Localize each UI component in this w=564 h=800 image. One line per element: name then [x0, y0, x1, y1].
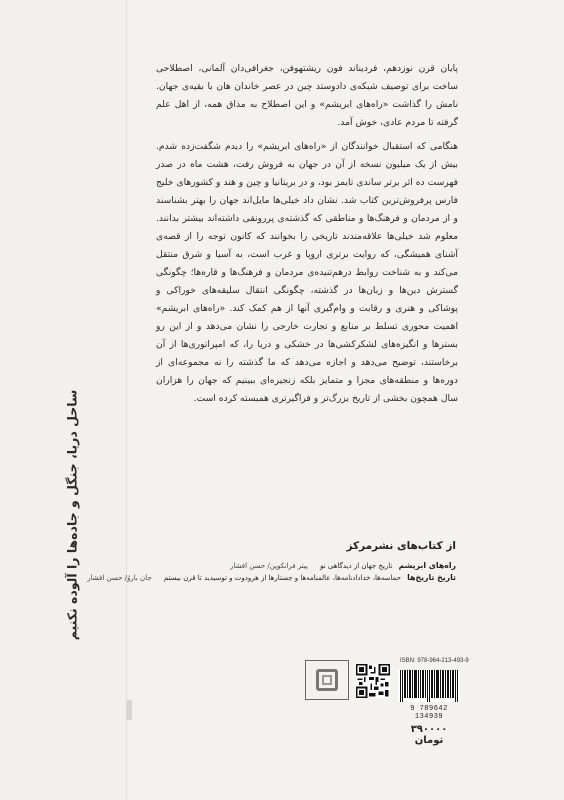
price-label: ۳۹۰۰۰۰ تومان — [410, 724, 448, 746]
publisher-logo-icon — [305, 660, 349, 700]
publisher-books-heading: از کتاب‌های نشرمرکز — [346, 540, 456, 552]
book-spine — [0, 0, 127, 800]
book-subtitle: تاریخ جهان از دیدگاهی نو — [320, 562, 393, 570]
barcode-icon — [398, 670, 460, 702]
qr-code-icon — [356, 664, 390, 698]
blurb-paragraph: پایان قرن نوزدهم، فردیناند فون ریشتهوفن، جغرافی‌دان آلمانی، اصطلاحی ساخت برای توصیف شبکه‌ی دادوستد چین در عصر خاندان هان با بقیه‌ی جهان. نامش را گذاشت «راه‌های ابریشم» و این اصطلاح به مذاق همه، از اهل علم گرفته تا مردم عادی، خوش آمد. — [156, 63, 458, 128]
book-title: تاریخ تاریخ‌ها — [407, 573, 456, 582]
spine-edge-mark — [126, 700, 132, 720]
publisher-books-list — [87, 540, 456, 584]
barcode-number: 9 789642 134939 — [410, 705, 448, 721]
isbn-label: ISBN: 978-964-213-493-9 — [400, 658, 469, 664]
book-author: پیتر فرانکوپن/ حسن افشار — [229, 562, 308, 570]
back-cover-blurb — [156, 60, 458, 408]
book-title: راه‌های ابریشم — [398, 561, 456, 570]
book-item — [87, 572, 456, 584]
spine-title: ساحل دریا، جنگل و جاده‌ها را آلوده نکنیم — [64, 389, 80, 641]
book-item — [156, 560, 456, 572]
book-subtitle: حماسه‌ها، خدادادنامه‌ها، عالمنامه‌ها و جستارها از هرودوت و توسیدید تا قرن بیستم — [163, 574, 401, 582]
blurb-paragraph: هنگامی که استقبال خوانندگان از «راه‌های ابریشم» را دیدم شگفت‌زده شدم. بیش از یک میلیون نسخه از آن در جهان به فروش رفت، هشت ماه در صدر فهرست ده اثر برتر ساندی تایمز بود، و در بریتانیا و چین و هند و کشورهای خلیج فارس پرفروش‌ترین کتاب شد. نشان داد خیلی‌ها مایل‌اند جهان را بهتر بشناسند و از مردمان و فرهنگ‌ها و مناطقی که گذشته‌ی پررونقی داشته‌اند بیشتر بدانند. معلوم شد خیلی‌ها علاقه‌مندند تاریخی را بخوانند که کانون توجه را از قصه‌ی آشنای همیشگی، که روایت برتری اروپا و غرب است، به آسیا و شرق منتقل می‌کند و به شناخت روابط درهم‌تنیده‌ی مردمان و فرهنگ‌ها و قاره‌ها؛ چگونگی گسترش دین‌ها و زبان‌ها در گذشته، چگونگی انتقال سلیقه‌های خوراکی و پوشاکی و هنری و رقابت و وام‌گیری آنها از هم کمک کند. «راه‌های ابریشم» اهمیت محوری تسلط بر منابع و تجارت خارجی را نشان می‌دهد و از این رو بسترها و انگیزه‌های لشکرکشی‌ها در خشکی و دریا را، که امپراتوری‌ها از آن برخاستند، توضیح می‌دهد و اجازه می‌دهد که ما گذشته را نه مجموعه‌ای از دوره‌ها و منطقه‌های مجزا و متمایز بلکه زنجیره‌ای ببینیم که جهان را هزاران سال همچون بخشی از تاریخ بزرگ‌تر و فراگیرتری همبسته کرده است. — [156, 141, 458, 404]
book-author: جان باروُ/ حسن افشار — [87, 574, 152, 582]
